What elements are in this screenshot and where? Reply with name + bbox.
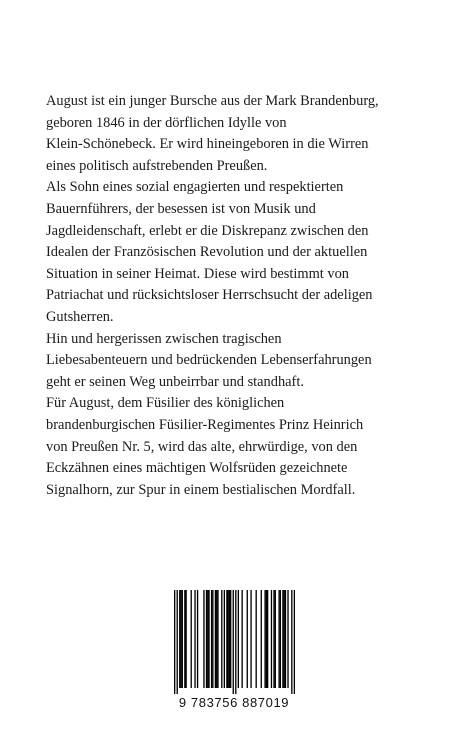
barcode-bar xyxy=(227,590,228,688)
barcode-bar xyxy=(280,590,281,688)
blurb-line: geht er seinen Weg unbeirrbar und standhaft. xyxy=(46,373,304,390)
blurb-line: Eckzähnen eines mächtigen Wolfsrüden gezeichnete xyxy=(46,460,348,477)
barcode-bar xyxy=(256,590,257,688)
barcode-bar xyxy=(197,590,198,688)
barcode-bar xyxy=(261,590,262,688)
blurb-line: Hin und hergerissen zwischen tragischen xyxy=(46,330,282,347)
barcode-bars xyxy=(174,590,295,694)
isbn-number: 9 783756 887019 xyxy=(178,695,290,710)
barcode-bar xyxy=(216,590,217,688)
barcode-bar xyxy=(271,590,272,688)
barcode-bar xyxy=(224,590,225,688)
barcode-bar xyxy=(247,590,248,688)
barcode-bar xyxy=(221,590,222,688)
barcode-bar xyxy=(217,590,218,688)
barcode-bar xyxy=(215,590,216,688)
isbn-barcode xyxy=(168,584,300,720)
barcode-bar xyxy=(180,590,181,688)
barcode-bar xyxy=(182,590,183,688)
blurb-line: Für August, dem Füsilier des königlichen xyxy=(46,395,285,412)
barcode-bar xyxy=(242,590,243,688)
barcode-bar xyxy=(207,590,208,688)
blurb-line: Bauernführers, der besessen ist von Musik und xyxy=(46,200,316,217)
blurb-line: eines politisch aufstrebenden Preußen. xyxy=(46,157,268,174)
blurb-line: Signalhorn, zur Spur in einem bestialischen Mordfall. xyxy=(46,481,356,498)
barcode-bar xyxy=(275,590,276,688)
barcode-bar xyxy=(284,590,285,688)
back-cover-blurb xyxy=(46,91,436,501)
barcode-bar xyxy=(233,590,234,694)
barcode-bar xyxy=(273,590,274,688)
blurb-line: Liebesabenteuern und bedrückenden Lebenserfahrungen xyxy=(46,352,372,369)
blurb-line: Idealen der Französischen Revolution und der aktuellen xyxy=(46,244,368,261)
barcode-bar xyxy=(194,590,195,688)
barcode-bar xyxy=(250,590,251,688)
blurb-line: Gutsherren. xyxy=(46,308,114,325)
barcode-bar xyxy=(266,590,267,688)
barcode-bar xyxy=(206,590,207,688)
barcode-bar xyxy=(264,590,265,688)
blurb-line: Situation in seiner Heimat. Diese wird bestimmt von xyxy=(46,265,349,282)
barcode-bar xyxy=(191,590,192,688)
barcode-bar xyxy=(291,590,292,694)
barcode-bar xyxy=(208,590,209,688)
barcode-bar xyxy=(212,590,213,688)
blurb-line: Patriachat und rücksichtsloser Herrschsucht der adeligen xyxy=(46,287,373,304)
blurb-line: August ist ein junger Bursche aus der Mark Brandenburg, xyxy=(46,93,379,109)
barcode-bar xyxy=(282,590,283,688)
barcode-bar xyxy=(267,590,268,688)
barcode-bar xyxy=(229,590,230,688)
blurb-line: Jagdleidenschaft, erlebt er die Diskrepanz zwischen den xyxy=(46,222,369,239)
barcode-bar xyxy=(184,590,185,688)
blurb-line: Klein-Schönebeck. Er wird hineingeboren in die Wirren xyxy=(46,136,369,153)
barcode-bar xyxy=(179,590,180,688)
barcode-bar xyxy=(235,590,236,694)
blurb-line: von Preußen Nr. 5, wird das alte, ehrwürdige, von den xyxy=(46,438,358,455)
barcode-bar xyxy=(278,590,279,688)
blurb-line: geboren 1846 in der dörflichen Idylle von xyxy=(46,114,287,131)
barcode-bar xyxy=(177,590,178,694)
barcode-bar xyxy=(203,590,204,688)
barcode-bar xyxy=(185,590,186,688)
blurb-line: Als Sohn eines sozial engagierten und respektierten xyxy=(46,179,344,196)
barcode-bar xyxy=(294,590,295,694)
blurb-line: brandenburgischen Füsilier-Regimentes Prinz Heinrich xyxy=(46,416,364,433)
barcode-bar xyxy=(287,590,288,688)
barcode-bar xyxy=(226,590,227,688)
barcode-bar xyxy=(285,590,286,688)
barcode-bar xyxy=(174,590,175,694)
barcode-bar xyxy=(238,590,239,688)
barcode-bar xyxy=(211,590,212,688)
barcode-bar xyxy=(230,590,231,688)
